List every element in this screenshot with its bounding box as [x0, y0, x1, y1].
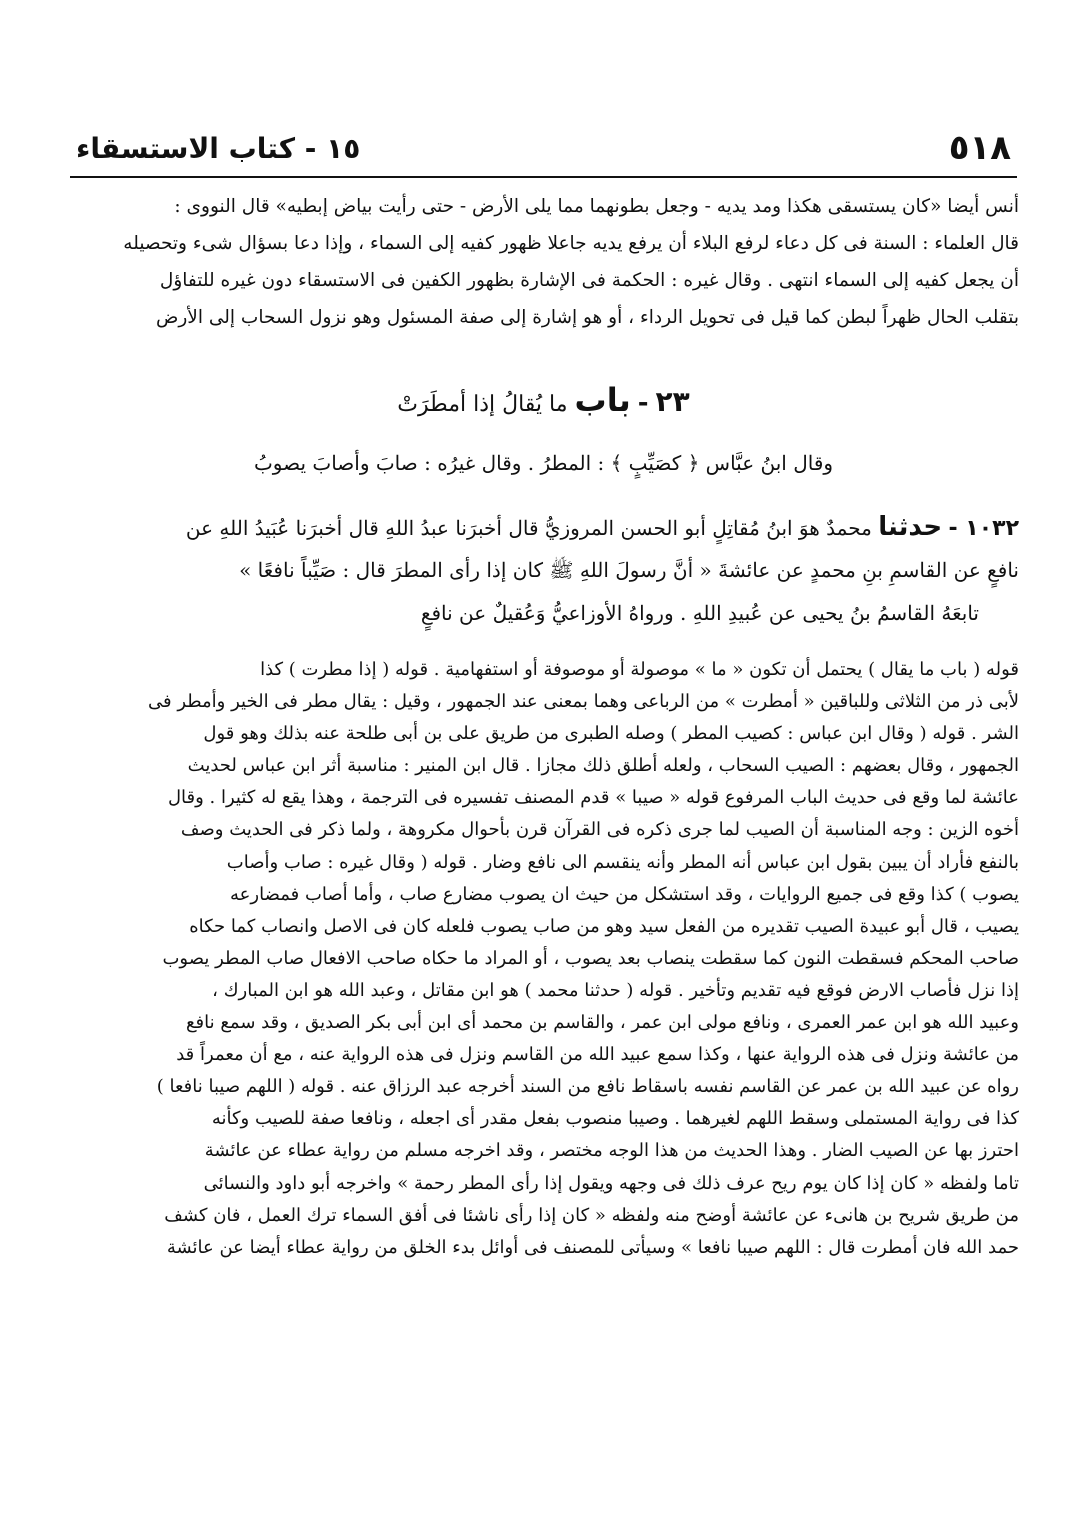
hadith-text: محمدٌ هوَ ابنُ مُقاتِلٍ أبو الحسن المروزيُّ قال أخبرَنا عبدُ اللهِ قال أخبرَنا عُبَيدُ اللهِ عن	[185, 516, 872, 540]
hadith-line	[68, 506, 1019, 549]
text-line: أنس أيضا «كان يستسقى هكذا ومد يديه - وجعل بطونهما مما يلى الأرض - حتى رأيت بياض إبطيه» قال النووى :	[174, 196, 1019, 217]
chapter-title: ما يُقالُ إذا أمطَرَتْ	[397, 392, 568, 417]
page-number: ٥١٨	[948, 128, 1011, 168]
chapter-number: ٢٣	[655, 385, 690, 418]
running-title: ١٥ - كتاب الاستسقاء	[76, 132, 361, 165]
text-line: رواه عن عبيد الله بن عمر عن القاسم نفسه باسقاط نافع من السند أخرجه عبد الرزاق عنه . قوله ( اللهم صيبا نافعا )	[156, 1076, 1019, 1098]
text-line: قوله ( باب ما يقال ) يحتمل أن تكون « ما » موصولة أو موصوفة أو استفهامية . قوله ( إذا مطرت ) كذا	[260, 659, 1019, 680]
hadith-line: تابعَهُ القاسمُ بنُ يحيى عن عُبيدِ اللهِ . ورواهُ الأوزاعيُّ وَعُقيلٌ عن نافعٍ	[420, 601, 979, 625]
text-line: عائشة لما وقع فى حديث الباب المرفوع قوله « صيبا » قدم المصنف تفسيره فى الترجمة ، وهذا يقع له كثيرا . وقال	[167, 787, 1019, 809]
text-line: وعبيد الله هو ابن عمر العمرى ، ونافع مولى ابن عمر ، والقاسم بن محمد أى ابن أبى بكر الصديق ، وقد سمع نافع	[185, 1012, 1019, 1034]
ibn-abbas-note: وقال ابنُ عبَّاس ﴿ كصَيِّبٍ ﴾ : المطرُ . وقال غيرُه : صابَ وأصابَ يصوبُ	[253, 451, 834, 475]
text-line: كذا فى رواية المستملى وسقط اللهم لغيرهما . وصيبا منصوب بفعل مقدر أى اجعله ، ونافعا صفة للصيب وكأنه	[211, 1108, 1019, 1130]
text-line: يصوب ) كذا وقع فى جميع الروايات ، وقد استشكل من حيث ان يصوب مضارع صاب ، وأما أصاب فمضارعه	[230, 883, 1019, 905]
intro-paragraph	[68, 188, 1019, 336]
text-line: لأبى ذر من الثلاثى وللباقين « أمطرت » من الرباعى وهما بمعنى عند الجمهور ، وقيل : يقال مطر فى الخير وأمطر فى	[148, 691, 1019, 713]
page-header	[70, 128, 1017, 174]
text-line: احترز بها عن الصيب الضار . وهذا الحديث من هذا الوجه مختصر ، وقد اخرجه مسلم من رواية عطاء عن عائشة	[204, 1140, 1019, 1162]
text-line: الجمهور ، وقال بعضهم : الصيب السحاب ، ولعله أطلق ذلك مجازا . قال ابن المنير : مناسبة أثر ابن عباس لحديث	[187, 755, 1019, 777]
text-line: تاما ولفظه « كان إذا كان يوم ريح عرف ذلك فى وجهه ويقول إذا رأى المطر رحمة » واخرجه أبو داود والنسائى	[203, 1172, 1019, 1194]
text-line: الشر . قوله ( وقال ابن عباس : كصيب المطر ) وصله الطبرى من طريق على بن أبى طلحة عنه بذلك وهو قول	[203, 723, 1019, 745]
chapter-separator: -	[637, 388, 649, 418]
text-line: من عائشة ونزل فى هذه الرواية عنها ، وكذا سمع عبيد الله من القاسم ونزل فى هذه الرواية عنه ، مع أن معمراً قد	[176, 1044, 1019, 1066]
hadith-block	[68, 506, 1019, 635]
hadith-line: نافعٍ عن القاسمِ بنِ محمدٍ عن عائشةَ « أنَّ رسولَ اللهِ ﷺ كان إذا رأى المطرَ قال : صَيِّباً نافعًا »	[239, 558, 1019, 582]
text-line: أخوه الزين : وجه المناسبة أن الصيب لما جرى ذكره فى القرآن قرن بأحوال مكروهة ، ولما ذكر فى الحديث وصف	[180, 819, 1019, 841]
chapter-heading	[68, 378, 1019, 427]
hadith-number: ١٠٣٢ -	[948, 516, 1019, 541]
chapter-label: باب	[574, 381, 631, 419]
text-line: من طريق شريح بن هانىء عن عائشة أوضح منه ولفظه « كان إذا رأى ناشئا فى أفق السماء ترك العمل ، فان كشف	[164, 1204, 1019, 1226]
text-line: حمد الله فان أمطرت قال : اللهم صيبا نافعا » وسيأتى للمصنف فى أوائل بدء الخلق من رواية عطاء أيضا عن عائشة	[166, 1236, 1019, 1258]
text-line: صاحب المحكم فسقطت النون كما سقطت ينصاب بعد يصوب ، أو المراد ما حكاه صاحب الافعال صاب المطر يصوب	[162, 947, 1019, 969]
hadith-keyword: حدثنا	[878, 512, 943, 542]
text-line: أن يجعل كفيه إلى السماء انتهى . وقال غيره : الحكمة فى الإشارة بظهور الكفين فى الاستسقاء دون غيره للتفاؤل	[159, 270, 1019, 291]
text-line: قال العلماء : السنة فى كل دعاء لرفع البلاء أن يرفع يديه جاعلا ظهور كفيه إلى السماء ، وإذا دعا بسؤال شىء وتحصيله	[123, 233, 1019, 254]
header-rule	[70, 176, 1017, 178]
text-line: يصيب ، قال أبو عبيدة الصيب تقديره من الفعل سيد وهو من صاب يصوب فلعله كان فى الاصل وانصاب كما حكاه	[189, 915, 1019, 937]
text-line: إذا نزل فأصاب الارض فوقع فيه تقديم وتأخير . قوله ( حدثنا محمد ) هو ابن مقاتل ، وعبد الله هو ابن المبارك ،	[212, 979, 1019, 1001]
commentary-paragraph	[68, 654, 1019, 1264]
text-line: بتقلب الحال ظهراً لبطن كما قيل فى تحويل الرداء ، أو هو إشارة إلى صفة المسئول وهو نزول السحاب إلى الأرض	[155, 307, 1019, 328]
text-line: بالنفع فأراد أن يبين بقول ابن عباس أنه المطر وأنه ينقسم الى نافع وضار . قوله ( وقال غيره : صاب وأصاب	[226, 851, 1019, 873]
